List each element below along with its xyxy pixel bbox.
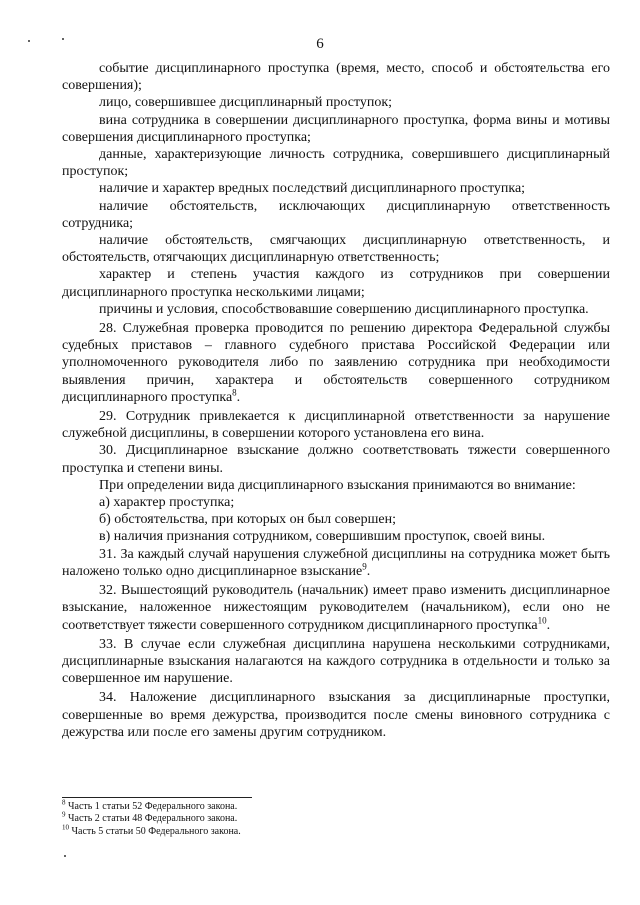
paragraph-34: 34. Наложение дисциплинарного взыскания за дисциплинарные проступки, совершенные во время дежурства, производится после смены виновного сотрудника с дежурства или после его замены другим сотрудником.: [62, 690, 610, 740]
list-item: наличие обстоятельств, исключающих дисциплинарную ответственность сотрудника;: [62, 198, 610, 231]
footnotes: [62, 798, 462, 838]
footnote-ref[interactable]: 9: [362, 561, 367, 572]
list-item: в) наличия признания сотрудником, совершившим проступок, своей вины.: [99, 529, 546, 545]
list-item: наличие и характер вредных последствий дисциплинарного проступка;: [99, 181, 526, 197]
paragraph-28: 28. Служебная проверка проводится по решению директора Федеральной службы судебных приставов – главного судебного пристава Российской Федерации или уполномоченного руководителя либо по заявлению сотрудника при необходимости выявления причин, характера и обстоятельств совершенного сотрудником дисциплинарного проступка$^8$.: [62, 321, 610, 405]
paragraph-text: 32. Вышестоящий руководитель (начальник) имеет право изменить дисциплинарное взыскание, наложенное нижестоящим руководителем (начальником), если оно не соответствует тяжести совершенного сотрудником дисциплинарного проступка: [62, 583, 610, 633]
list-item: данные, характеризующие личность сотрудника, совершившего дисциплинарный проступок;: [62, 147, 610, 180]
paragraph-31: 31. За каждый случай нарушения служебной дисциплины на сотрудника может быть наложено только одно дисциплинарное взыскание$^9$.: [62, 546, 610, 579]
footnote-mark: 8: [62, 798, 66, 807]
footnote-mark: 9: [62, 811, 66, 820]
footnote: [62, 813, 462, 825]
document-body: [62, 60, 610, 741]
footnote-text: Часть 1 статьи 52 Федерального закона.: [68, 801, 238, 812]
footnote-divider: [62, 797, 252, 798]
list-item: причины и условия, способствовавшие совершению дисциплинарного проступка.: [99, 301, 589, 317]
paragraph-33: 33. В случае если служебная дисциплина нарушена несколькими сотрудниками, дисциплинарные взыскания налагаются на каждого сотрудника в отдельности и только за совершенное им нарушение.: [62, 636, 610, 687]
footnote-mark: 10: [62, 823, 69, 832]
list-item: наличие обстоятельств, смягчающих дисциплинарную ответственность, и обстоятельств, отягчающих дисциплинарную ответственность;: [62, 233, 610, 266]
footnote: [62, 798, 462, 813]
footnote-text: Часть 5 статьи 50 Федерального закона.: [71, 825, 241, 837]
paragraph-text: 28. Служебная проверка проводится по решению директора Федеральной службы судебных приставов – главного судебного пристава Российской Федерации или уполномоченного руководителя либо по заявлению сотрудника при необходимости выявления причин, характера и обстоятельств совершенного сотрудником дисциплинарного проступка: [62, 321, 610, 405]
scan-speck: [64, 855, 66, 857]
list-item: вина сотрудника в совершении дисциплинарного проступка, форма вины и мотивы совершения дисциплинарного проступка;: [62, 112, 610, 145]
list-item: а) характер проступка;: [99, 495, 235, 511]
footnote-ref[interactable]: 8: [232, 387, 237, 398]
paragraph-text: 31. За каждый случай нарушения служебной дисциплины на сотрудника может быть наложено только одно дисциплинарное взыскание: [62, 546, 610, 579]
page-number: 6: [316, 36, 324, 52]
list-item: событие дисциплинарного проступка (время, место, способ и обстоятельства его совершения);: [62, 61, 610, 94]
footnote-ref[interactable]: 10: [537, 614, 547, 625]
list-item: характер и степень участия каждого из сотрудников при совершении дисциплинарного проступка несколькими лицами;: [62, 267, 610, 300]
paragraph-29: 29. Сотрудник привлекается к дисциплинарной ответственности за нарушение служебной дисциплины, в совершении которого установлена его вина.: [62, 409, 610, 442]
footnote-text: Часть 2 статьи 48 Федерального закона.: [68, 813, 238, 825]
paragraph-32: 32. Вышестоящий руководитель (начальник) имеет право изменить дисциплинарное взыскание, наложенное нижестоящим руководителем (начальником), если оно не соответствует тяжести совершенного сотрудником дисциплинарного проступка$^{10}$.: [62, 583, 610, 633]
list-item: б) обстоятельства, при которых он был совершен;: [99, 512, 396, 528]
footnote: [62, 823, 462, 838]
list-item: лицо, совершившее дисциплинарный проступок;: [99, 95, 393, 111]
paragraph-30-intro: При определении вида дисциплинарного взыскания принимаются во внимание:: [99, 477, 576, 493]
paragraph-30: 30. Дисциплинарное взыскание должно соответствовать тяжести совершенного проступка и степени вины.: [62, 443, 610, 476]
